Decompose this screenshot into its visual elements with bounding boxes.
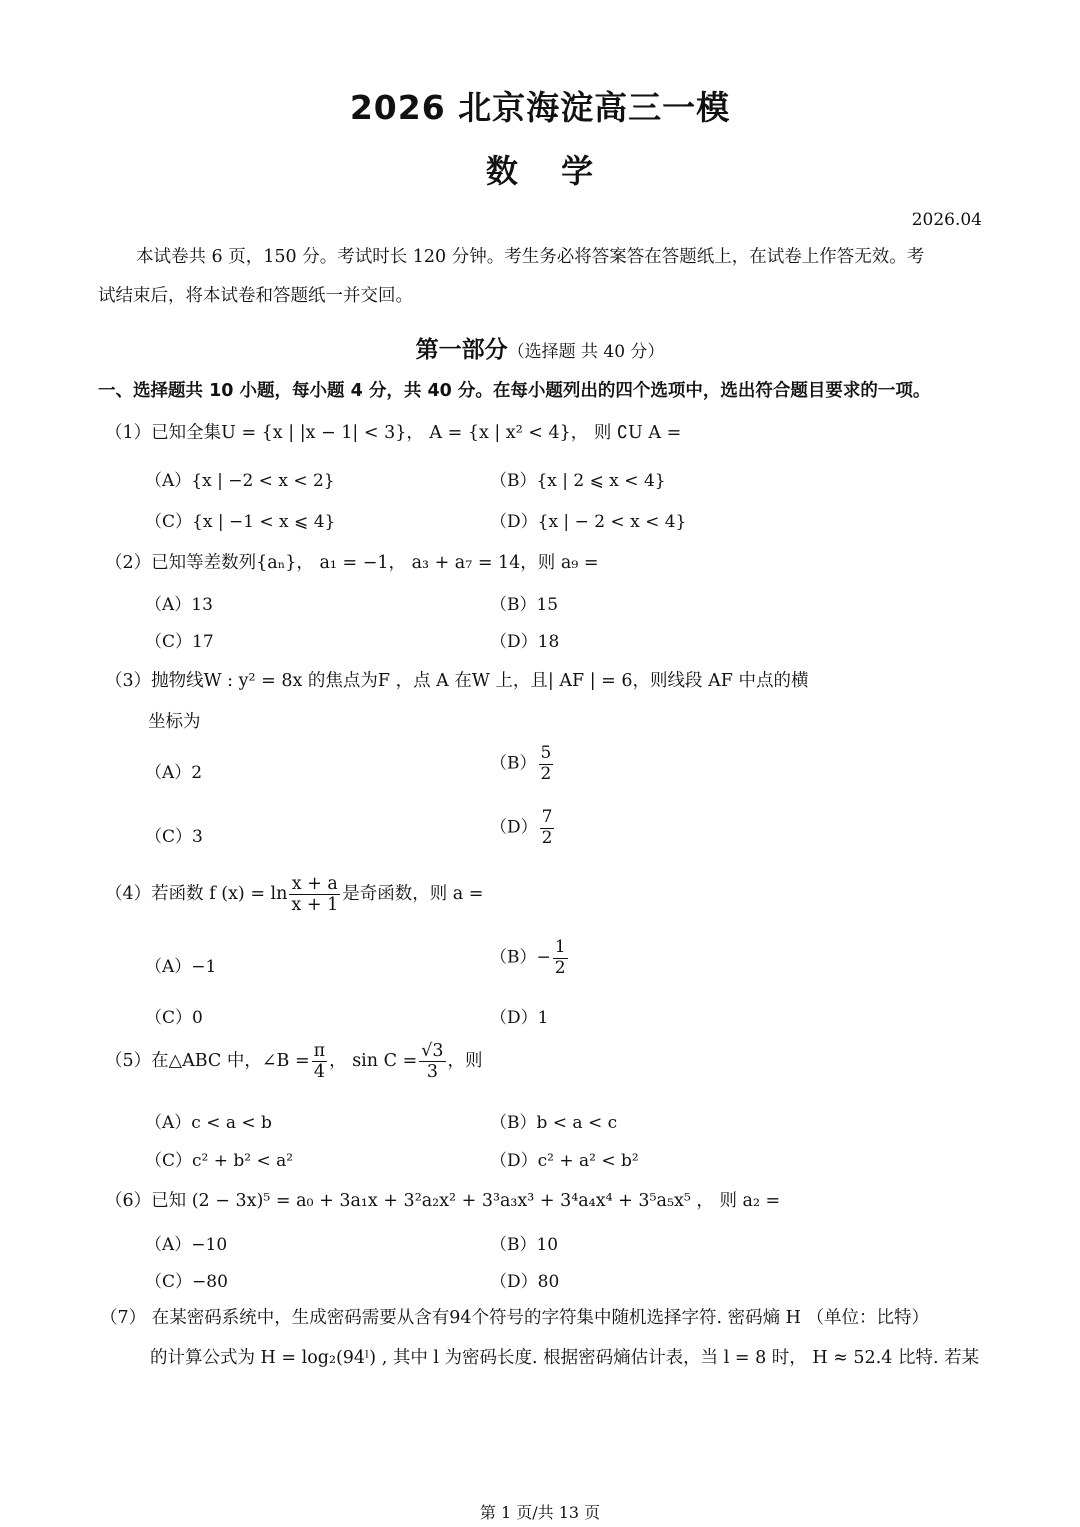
fraction-denominator: 4 bbox=[313, 1062, 325, 1083]
part-heading bbox=[0, 331, 1080, 364]
q3-option-b-fraction bbox=[539, 744, 554, 784]
subject-title: 数 学 bbox=[485, 152, 595, 190]
q3-option-a: （A）2 bbox=[145, 763, 203, 783]
fraction-numerator: √3 bbox=[421, 1041, 444, 1061]
q4-option-a: （A）−1 bbox=[145, 957, 217, 977]
fraction-numerator: π bbox=[313, 1041, 326, 1061]
intro-line-2: 试结束后，将本试卷和答题纸一并交回。 bbox=[98, 286, 413, 306]
q7-stem-line2: 的计算公式为 H = log₂(94ˡ) , 其中 l 为密码长度. 根据密码熵估计表，当 l = 8 时， H ≈ 52.4 比特. 若某 bbox=[150, 1348, 980, 1368]
q5-option-c: （C）c² + b² < a² bbox=[145, 1151, 294, 1171]
fraction-denominator: 2 bbox=[541, 827, 553, 848]
q5-sine-fraction bbox=[419, 1041, 445, 1082]
q6-option-a: （A）−10 bbox=[145, 1235, 228, 1255]
q3-option-d-label: （D） bbox=[490, 817, 538, 838]
fraction-denominator: 3 bbox=[426, 1062, 438, 1083]
q3-option-c: （C）3 bbox=[145, 827, 203, 847]
q6-option-b: （B）10 bbox=[490, 1235, 559, 1255]
q2-option-c: （C）17 bbox=[145, 632, 214, 652]
fraction-numerator: 1 bbox=[554, 937, 566, 957]
q1-option-d: （D）{x | − 2 < x < 4} bbox=[490, 512, 687, 532]
q2-option-a: （A）13 bbox=[145, 595, 213, 615]
q7-stem-line1: （7） 在某密码系统中，生成密码需要从含有94个符号的字符集中随机选择字符. 密码熵 H （单位：比特） bbox=[100, 1308, 929, 1328]
q4-stem-post: 是奇函数，则 a = bbox=[342, 884, 484, 905]
q3-option-b bbox=[490, 744, 555, 784]
intro-line-1: 本试卷共 6 页，150 分。考试时长 120 分钟。考生务必将答案答在答题纸上，在试卷上作答无效。考 bbox=[136, 247, 925, 267]
fraction-numerator: 7 bbox=[541, 807, 553, 827]
fraction-denominator: 2 bbox=[554, 957, 566, 978]
q5-angle-fraction bbox=[312, 1041, 328, 1082]
q5-option-b: （B）b < a < c bbox=[490, 1113, 618, 1133]
fraction-numerator: x + a bbox=[289, 874, 340, 895]
q1-option-a: （A）{x | −2 < x < 2} bbox=[145, 471, 335, 491]
q4-option-c: （C）0 bbox=[145, 1008, 203, 1028]
q1-option-b: （B）{x | 2 ⩽ x < 4} bbox=[490, 471, 666, 491]
part-note: （选择题 共 40 分） bbox=[507, 342, 665, 362]
q6-stem: （6）已知 (2 − 3x)⁵ = a₀ + 3a₁x + 3²a₂x² + 3³a₃x³ + 3⁴a₄x⁴ + 3⁵a₅x⁵ ， 则 a₂ = bbox=[105, 1191, 781, 1211]
q3-option-d bbox=[490, 808, 556, 848]
q2-option-d: （D）18 bbox=[490, 632, 560, 652]
page-number: 第 1 页/共 13 页 bbox=[479, 1503, 601, 1522]
q4-stem bbox=[105, 874, 483, 915]
fraction-numerator: 5 bbox=[540, 743, 552, 763]
q3-stem-line1: （3）抛物线W : y² = 8x 的焦点为F ，点 A 在W 上，且| AF | = 6，则线段 AF 中点的横 bbox=[105, 671, 809, 691]
q4-stem-pre: （4）若函数 f (x) = ln bbox=[105, 884, 288, 905]
q4-option-b bbox=[490, 938, 570, 978]
exam-date: 2026.04 bbox=[911, 210, 982, 230]
q6-option-d: （D）80 bbox=[490, 1272, 560, 1292]
q2-option-b: （B）15 bbox=[490, 595, 559, 615]
fraction-denominator: x + 1 bbox=[291, 895, 339, 916]
q3-option-b-label: （B） bbox=[490, 753, 537, 774]
q4-fraction bbox=[289, 874, 340, 915]
q4-option-b-fraction bbox=[553, 938, 568, 978]
q5-stem-post: ，则 bbox=[447, 1051, 483, 1072]
q1-option-c: （C）{x | −1 < x ⩽ 4} bbox=[145, 512, 336, 532]
q3-stem-line2: 坐标为 bbox=[148, 712, 201, 732]
q6-option-c: （C）−80 bbox=[145, 1272, 228, 1292]
part-title: 第一部分 bbox=[415, 337, 508, 363]
q1-stem: （1）已知全集U = {x | |x − 1| < 3}， A = {x | x² < 4}， 则 ∁U A = bbox=[105, 423, 682, 443]
section-instruction: 一、选择题共 10 小题，每小题 4 分，共 40 分。在每小题列出的四个选项中，选出符合题目要求的一项。 bbox=[98, 381, 931, 401]
q5-stem-pre: （5）在△ABC 中，∠B = bbox=[105, 1051, 310, 1072]
q3-option-d-fraction bbox=[540, 808, 555, 848]
q2-stem: （2）已知等差数列{aₙ}， a₁ = −1， a₃ + a₇ = 14，则 a₉ = bbox=[105, 553, 599, 573]
q5-option-d: （D）c² + a² < b² bbox=[490, 1151, 639, 1171]
q4-option-b-label: （B）− bbox=[490, 947, 551, 968]
q5-stem-mid: ， sin C = bbox=[329, 1051, 418, 1072]
q5-stem bbox=[105, 1041, 483, 1082]
q4-option-d: （D）1 bbox=[490, 1008, 549, 1028]
fraction-denominator: 2 bbox=[540, 763, 552, 784]
exam-title: 2026 北京海淀高三一模 bbox=[349, 88, 731, 127]
q5-option-a: （A）c < a < b bbox=[145, 1113, 272, 1133]
